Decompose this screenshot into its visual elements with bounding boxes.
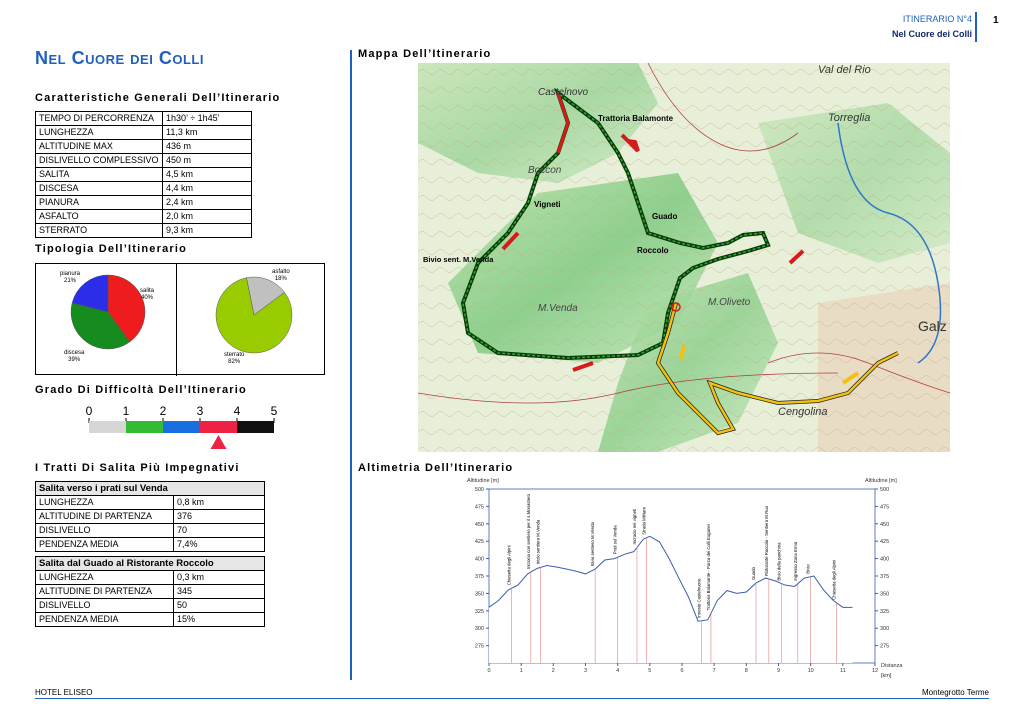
characteristic-value: 4,5 km	[163, 168, 252, 182]
annotation-label: Guado	[750, 567, 756, 580]
pie-chart-surface	[177, 264, 325, 376]
climb-row	[36, 510, 265, 524]
characteristic-row	[36, 112, 252, 126]
annotation-label: Prati sul Venda	[612, 525, 618, 555]
characteristic-row	[36, 140, 252, 154]
annotation-label: Innesto Castelnuovo	[696, 578, 702, 618]
map-label-guado: Guado	[652, 212, 678, 221]
climb-row	[36, 571, 265, 585]
pie2-label-asfalto: asfalto 18%	[272, 269, 290, 282]
section-salita: I Tratti Di Salita Più Impegnativi	[35, 462, 240, 474]
y-tick-label: 475	[474, 504, 484, 511]
y-tick-label: 375	[474, 574, 484, 580]
x-axis-label: Distanza	[881, 663, 903, 669]
climb-value: 50	[174, 599, 265, 613]
y-tick-label-right: 425	[880, 539, 890, 546]
climb-header-row	[36, 482, 265, 496]
map-label-mvenda: M.Venda	[538, 303, 578, 314]
page-title: Nel Cuore dei Colli	[35, 48, 204, 68]
map-label-boccon: Boccon	[528, 165, 562, 176]
characteristic-key: DISCESA	[36, 182, 163, 196]
difficulty-segment	[163, 421, 200, 433]
y-tick-label: 350	[474, 591, 484, 598]
y-tick-label-right: 375	[880, 574, 890, 580]
y-tick-label-right: 500	[880, 487, 890, 493]
pie1-label-pianura: pianura 21%	[60, 271, 81, 284]
climb-table-1	[35, 481, 265, 552]
annotation-label: Incrocio con sentiero per il s.Monastero	[525, 494, 531, 570]
annotation-label: Incrocio nei vigneti	[631, 508, 637, 545]
climb-header-row	[36, 557, 265, 571]
characteristic-row	[36, 154, 252, 168]
difficulty-segment	[200, 421, 237, 433]
x-tick-label: 2	[551, 668, 555, 674]
difficulty-tick: 2	[159, 404, 167, 418]
characteristic-row	[36, 196, 252, 210]
climb-key: DISLIVELLO	[36, 599, 174, 613]
climb-value: 7,4%	[174, 538, 265, 552]
climb-value: 376	[174, 510, 265, 524]
climb-table-2	[35, 556, 265, 627]
x-tick-label: 4	[616, 668, 620, 674]
difficulty-segment	[89, 421, 126, 433]
characteristics-table	[35, 111, 252, 238]
characteristic-key: TEMPO DI PERCORRENZA	[36, 112, 163, 126]
difficulty-segment	[237, 421, 274, 433]
characteristic-key: DISLIVELLO COMPLESSIVO	[36, 154, 163, 168]
map-label-roccolo: Roccolo	[637, 246, 669, 255]
annotation-label: Ristorante Roccolo - Sentiero M.Rua	[763, 506, 769, 577]
annotation-label: Bivio	[805, 564, 811, 574]
map-label-torreglia: Torreglia	[828, 112, 871, 124]
footer-divider	[35, 698, 989, 699]
pie-chart-slope	[36, 264, 176, 376]
characteristic-key: STERRATO	[36, 224, 163, 238]
y-tick-label-right: 475	[880, 504, 890, 511]
map-label-moliveto: M.Oliveto	[708, 297, 751, 308]
characteristic-value: 436 m	[163, 140, 252, 154]
y-axis-label-right: Altitudine [m]	[865, 478, 897, 484]
characteristic-row	[36, 126, 252, 140]
characteristic-key: ASFALTO	[36, 210, 163, 224]
climb-row	[36, 585, 265, 599]
map-label-valdelrio: Val del Rio	[818, 64, 871, 76]
section-caratteristiche: Caratteristiche Generali Dell’Itinerario	[35, 92, 281, 104]
climb-row	[36, 524, 265, 538]
climb-name: Salita dal Guado al Ristorante Roccolo	[36, 557, 265, 571]
annotation-label: Ingresso Zona Ermo	[792, 541, 798, 581]
column-divider	[350, 50, 352, 680]
characteristic-key: PIANURA	[36, 196, 163, 210]
map-label-trattoria: Trattoria Balamonte	[598, 114, 674, 123]
characteristic-value: 450 m	[163, 154, 252, 168]
climb-row	[36, 496, 265, 510]
climb-value: 345	[174, 585, 265, 599]
climb-key: PENDENZA MEDIA	[36, 613, 174, 627]
footer-location: Montegrotto Terme	[922, 688, 989, 697]
climb-value: 0,3 km	[174, 571, 265, 585]
x-tick-label: 5	[648, 668, 652, 674]
annotation-label: Bivio sentiero M.Venda	[590, 522, 596, 567]
y-tick-label: 275	[474, 643, 484, 650]
pie1-label-salita: salita 40%	[140, 288, 155, 301]
annotation-label: Chiesetta degli Alpini	[831, 559, 837, 600]
section-difficolta: Grado Di Difficoltà Dell’Itinerario	[35, 384, 247, 396]
pie2-label-sterrato: sterrato 82%	[224, 352, 245, 365]
header-subtitle: Nel Cuore dei Colli	[891, 29, 972, 39]
characteristic-row	[36, 182, 252, 196]
climb-key: ALTITUDINE DI PARTENZA	[36, 510, 174, 524]
map-label-castelnovo: Castelnovo	[538, 87, 589, 98]
pie1-label-discesa: discesa 39%	[64, 350, 85, 363]
y-tick-label-right: 275	[880, 643, 890, 650]
x-tick-label: 0	[487, 668, 491, 674]
difficulty-segment	[126, 421, 163, 433]
y-tick-label: 300	[474, 626, 484, 633]
x-tick-label: 7	[712, 668, 716, 674]
page-number: 1	[993, 15, 999, 26]
x-tick-label: 9	[776, 668, 781, 674]
climb-value: 70	[174, 524, 265, 538]
x-tick-label: 6	[680, 668, 684, 674]
footer-hotel: HOTEL ELISEO	[35, 688, 93, 697]
itinerary-number: ITINERARIO N°4	[902, 14, 972, 24]
altimetry-chart	[465, 473, 905, 683]
climb-row	[36, 613, 265, 627]
map-label-galz: Galz	[918, 318, 947, 334]
x-tick-label: 1	[519, 668, 523, 674]
climb-row	[36, 538, 265, 552]
climb-row	[36, 599, 265, 613]
header-divider	[975, 12, 977, 42]
y-axis-label: Altitudine [m]	[467, 478, 499, 484]
section-altimetria: Altimetria Dell’Itinerario	[358, 462, 514, 474]
y-tick-label-right: 450	[880, 521, 890, 528]
y-tick-label: 325	[474, 608, 484, 615]
x-tick-label: 8	[744, 668, 748, 674]
climb-value: 15%	[174, 613, 265, 627]
y-tick-label-right: 325	[880, 608, 890, 615]
map-label-bivio: Bivio sent. M.Venda	[423, 255, 494, 264]
climb-name: Salita verso i prati sul Venda	[36, 482, 265, 496]
annotation-label: Chiesetta degli Alpini	[506, 545, 512, 586]
difficulty-tick: 3	[196, 404, 204, 418]
map-label-cengolina: Cengolina	[778, 406, 828, 418]
y-tick-label: 425	[474, 539, 484, 546]
characteristic-row	[36, 224, 252, 238]
difficulty-tick: 1	[122, 404, 130, 418]
x-tick-label: 11	[839, 668, 846, 674]
map-label-vigneti: Vigneti	[534, 200, 561, 209]
y-tick-label: 500	[474, 487, 484, 493]
climb-value: 0,8 km	[174, 496, 265, 510]
annotation-label: Bivio della panchina	[776, 542, 782, 581]
y-tick-label-right: 300	[880, 626, 890, 633]
characteristic-row	[36, 168, 252, 182]
y-tick-label: 450	[474, 521, 484, 528]
pie-charts-box	[35, 263, 325, 375]
characteristic-value: 2,4 km	[163, 196, 252, 210]
difficulty-marker	[211, 435, 227, 449]
y-tick-label-right: 400	[880, 556, 890, 563]
characteristic-value: 1h30’ ÷ 1h45’	[163, 112, 252, 126]
climb-key: LUNGHEZZA	[36, 571, 174, 585]
climb-key: LUNGHEZZA	[36, 496, 174, 510]
x-tick-label: 12	[871, 668, 879, 674]
difficulty-tick: 4	[233, 404, 241, 418]
section-tipologia: Tipologia Dell’Itinerario	[35, 243, 188, 255]
climb-key: DISLIVELLO	[36, 524, 174, 538]
characteristic-value: 2,0 km	[163, 210, 252, 224]
x-axis-unit: [km]	[881, 673, 892, 679]
annotation-label: Trattoria Balamonte - Parco dei Colli Euganei	[705, 524, 711, 611]
x-tick-label: 10	[807, 668, 814, 674]
characteristic-value: 11,3 km	[163, 126, 252, 140]
annotation-label: Inizio sentiero M.Venda	[535, 519, 541, 565]
characteristic-value: 9,3 km	[163, 224, 252, 238]
itinerary-map[interactable]	[418, 63, 950, 452]
x-tick-label: 3	[583, 668, 588, 674]
characteristic-value: 4,4 km	[163, 182, 252, 196]
characteristic-key: ALTITUDINE MAX	[36, 140, 163, 154]
characteristic-key: LUNGHEZZA	[36, 126, 163, 140]
annotation-label: Strada Militare	[641, 507, 647, 535]
characteristic-row	[36, 210, 252, 224]
y-tick-label-right: 350	[880, 591, 890, 598]
climb-key: PENDENZA MEDIA	[36, 538, 174, 552]
difficulty-tick: 5	[270, 404, 278, 418]
characteristic-key: SALITA	[36, 168, 163, 182]
climb-key: ALTITUDINE DI PARTENZA	[36, 585, 174, 599]
y-tick-label: 400	[474, 556, 484, 563]
difficulty-tick: 0	[85, 404, 93, 418]
section-mappa: Mappa Dell’Itinerario	[358, 48, 492, 60]
difficulty-scale	[87, 404, 287, 454]
